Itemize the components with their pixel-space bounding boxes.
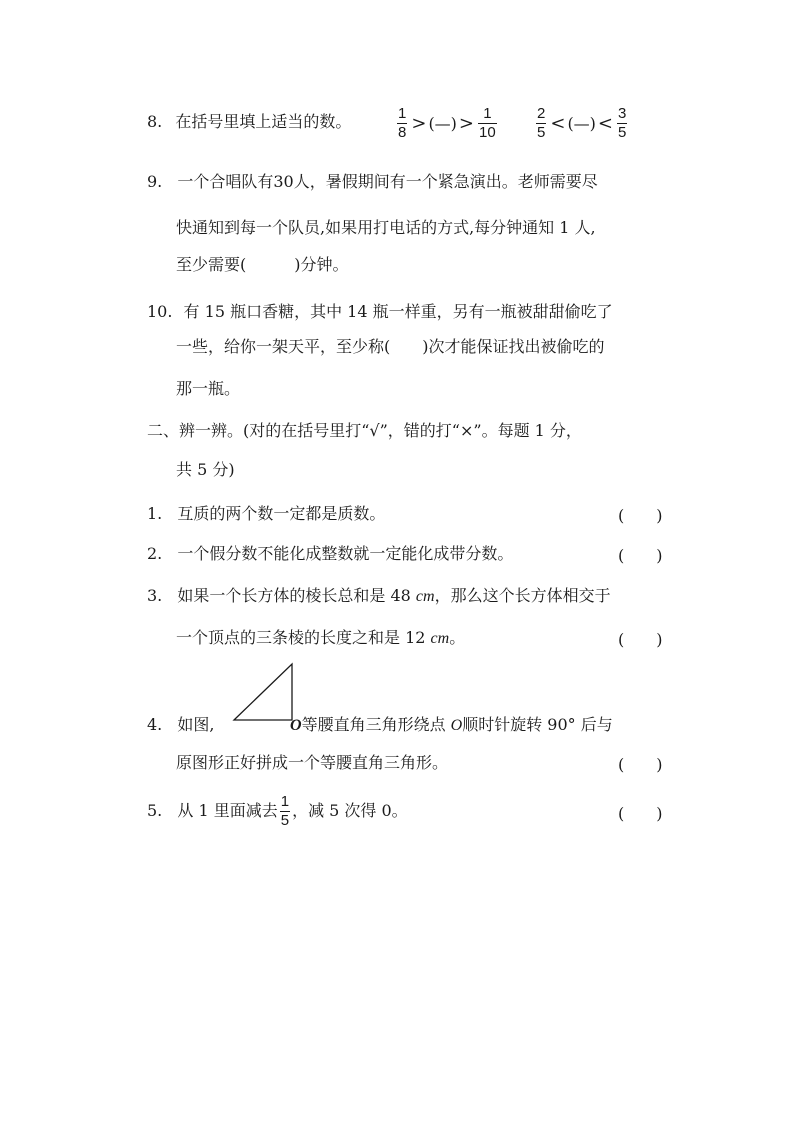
answer-blank[interactable]: (—) — [567, 113, 596, 133]
judge-3-text-c: 一个顶点的三条棱的长度之和是 12 — [176, 628, 431, 647]
judge-4-answer-paren[interactable]: ( ) — [618, 755, 663, 774]
q8-expression-2 — [534, 105, 629, 142]
judge-4-text-b: 等腰直角三角形绕点 — [301, 715, 451, 734]
unit-cm: cm — [430, 630, 450, 647]
judge-item-3-line-2 — [176, 627, 465, 650]
q8-text: 在括号里填上适当的数。 — [175, 112, 352, 131]
right-triangle-figure — [232, 662, 296, 722]
frac-denominator: 5 — [618, 124, 627, 141]
q8-number: 8. — [147, 112, 163, 131]
answer-blank[interactable]: (—) — [428, 113, 457, 133]
judge-5-answer-paren[interactable]: ( ) — [618, 804, 663, 823]
judge-3-text-d: 。 — [449, 628, 466, 647]
less-sign: < — [550, 112, 566, 134]
q10-text-1: 有 15 瓶口香糖，其中 14 瓶一样重，另有一瓶被甜甜偷吃了 — [183, 302, 613, 321]
frac-numerator: 1 — [398, 105, 407, 122]
judge-item-4-line-1 — [147, 714, 214, 736]
fraction-1-8 — [397, 105, 407, 142]
question-8 — [147, 111, 351, 133]
q10-number: 10. — [147, 302, 173, 321]
judge-5-number: 5. — [147, 801, 163, 820]
frac-numerator: 1 — [280, 793, 290, 810]
judge-4-number: 4. — [147, 715, 163, 734]
greater-sign: > — [458, 112, 475, 134]
judge-3-text-b: ，那么这个长方体相交于 — [434, 586, 611, 605]
frac-numerator: 3 — [618, 105, 627, 122]
judge-3-answer-paren[interactable]: ( ) — [618, 630, 663, 649]
frac-denominator: 5 — [280, 812, 290, 829]
point-o-ref: O — [450, 717, 463, 734]
q10-text-3: 那一瓶。 — [176, 379, 241, 398]
judge-item-2 — [147, 543, 513, 565]
q10-text-2: 一些，给你一架天平，至少称( )次才能保证找出被偷吃的 — [176, 337, 605, 356]
judge-item-4-line-1b — [290, 714, 613, 737]
q9-text-3: 至少需要( )分钟。 — [176, 255, 349, 274]
judge-item-3-line-1 — [147, 585, 611, 608]
q9-text-2: 快通知到每一个队员,如果用打电话的方式,每分钟通知 1 人, — [176, 218, 596, 237]
judge-item-4-line-2: 原图形正好拼成一个等腰直角三角形。 — [176, 753, 449, 772]
judge-3-number: 3. — [147, 586, 163, 605]
unit-cm: cm — [415, 588, 435, 605]
question-10-line-1 — [147, 301, 613, 323]
judge-1-text: 互质的两个数一定都是质数。 — [177, 504, 386, 523]
judge-1-answer-paren[interactable]: ( ) — [618, 506, 663, 525]
q9-number: 9. — [147, 172, 163, 191]
frac-denominator: 8 — [398, 124, 407, 141]
judge-4-text-c: 顺时针旋转 90° 后与 — [462, 715, 613, 734]
judge-item-1 — [147, 503, 385, 525]
triangle-shape — [234, 664, 292, 720]
less-sign: < — [597, 112, 614, 134]
frac-denominator: 10 — [479, 124, 496, 141]
judge-item-5 — [147, 793, 408, 830]
judge-5-text-a: 从 1 里面减去 — [177, 801, 278, 820]
fraction-1-5 — [280, 793, 290, 830]
judge-1-number: 1. — [147, 504, 163, 523]
fraction-3-5 — [617, 105, 627, 142]
judge-3-text-a: 如果一个长方体的棱长总和是 48 — [177, 586, 416, 605]
section-2-heading-cont: 共 5 分) — [176, 460, 235, 479]
judge-4-text-a: 如图, — [177, 715, 215, 734]
judge-2-answer-paren[interactable]: ( ) — [618, 546, 663, 565]
judge-2-number: 2. — [147, 544, 163, 563]
fraction-1-10 — [478, 105, 497, 142]
point-o-label: O — [290, 717, 302, 734]
judge-2-text: 一个假分数不能化成整数就一定能化成带分数。 — [177, 544, 514, 563]
question-9-line-1 — [147, 171, 598, 193]
frac-denominator: 5 — [537, 124, 546, 141]
greater-sign: > — [411, 112, 427, 134]
fraction-2-5 — [536, 105, 546, 142]
section-2-heading: 二、辨一辨。(对的在括号里打“√”，错的打“×”。每题 1 分， — [147, 421, 582, 440]
q9-text-1: 一个合唱队有30人，暑假期间有一个紧急演出。老师需要尽 — [177, 172, 598, 191]
frac-numerator: 1 — [478, 105, 497, 124]
q8-expression-1 — [395, 105, 499, 142]
judge-5-text-b: ，减 5 次得 0。 — [292, 801, 408, 820]
frac-numerator: 2 — [537, 105, 546, 122]
